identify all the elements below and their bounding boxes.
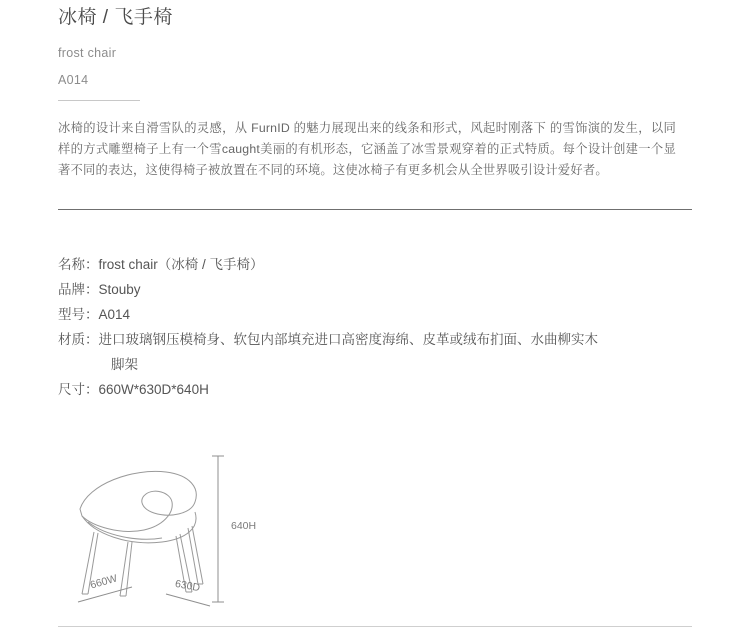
spec-label-name: 名称： <box>58 257 99 272</box>
spec-label-model: 型号： <box>58 307 99 322</box>
footer-divider <box>58 626 692 627</box>
title-divider <box>58 100 140 101</box>
spec-row-name <box>58 252 692 277</box>
spec-row-model <box>58 302 692 327</box>
product-model-code: A014 <box>58 73 89 87</box>
product-description: 冰椅的设计来自滑雪队的灵感，从 FurnID 的魅力展现出来的线条和形式，风起时刚落下 的雪饰演的发生，以同样的方式雕塑椅子上有一个雪caught美丽的有机形态，它涵盖了冰雪景观穿着的正式特质。每个设计创建一个显著不同的表达，这使得椅子被放置在不同的环境。这使冰椅子有更多机会从全世界吸引设计爱好者。 <box>58 121 676 177</box>
spec-label-brand: 品牌： <box>58 282 99 297</box>
spec-row-brand <box>58 277 692 302</box>
product-name-en: frost chair <box>58 46 117 60</box>
spec-value-model: A014 <box>98 307 131 322</box>
spec-list <box>58 252 692 402</box>
dimension-depth-label: 630D <box>174 577 201 595</box>
spec-value-name: frost chair（冰椅 / 飞手椅） <box>98 257 264 272</box>
spec-label-material: 材质： <box>58 332 99 347</box>
spec-label-size: 尺寸： <box>58 382 99 397</box>
spec-value-size: 660W*630D*640H <box>98 382 209 397</box>
spec-row-size <box>58 377 692 402</box>
dimension-width-label: 660W <box>88 572 119 592</box>
spec-value-material: 进口玻璃钢压模椅身、软包内部填充进口高密度海绵、皮革或绒布扪面、水曲柳实木 <box>98 332 598 347</box>
dimension-height-label: 640H <box>231 520 257 532</box>
page-title: 冰椅 / 飞手椅 <box>58 7 173 28</box>
spec-row-material <box>58 327 692 352</box>
section-divider <box>58 209 692 210</box>
spec-value-brand: Stouby <box>98 282 141 297</box>
chair-dimension-diagram <box>58 454 318 614</box>
spec-value-material-cont: 脚架 <box>111 357 138 372</box>
